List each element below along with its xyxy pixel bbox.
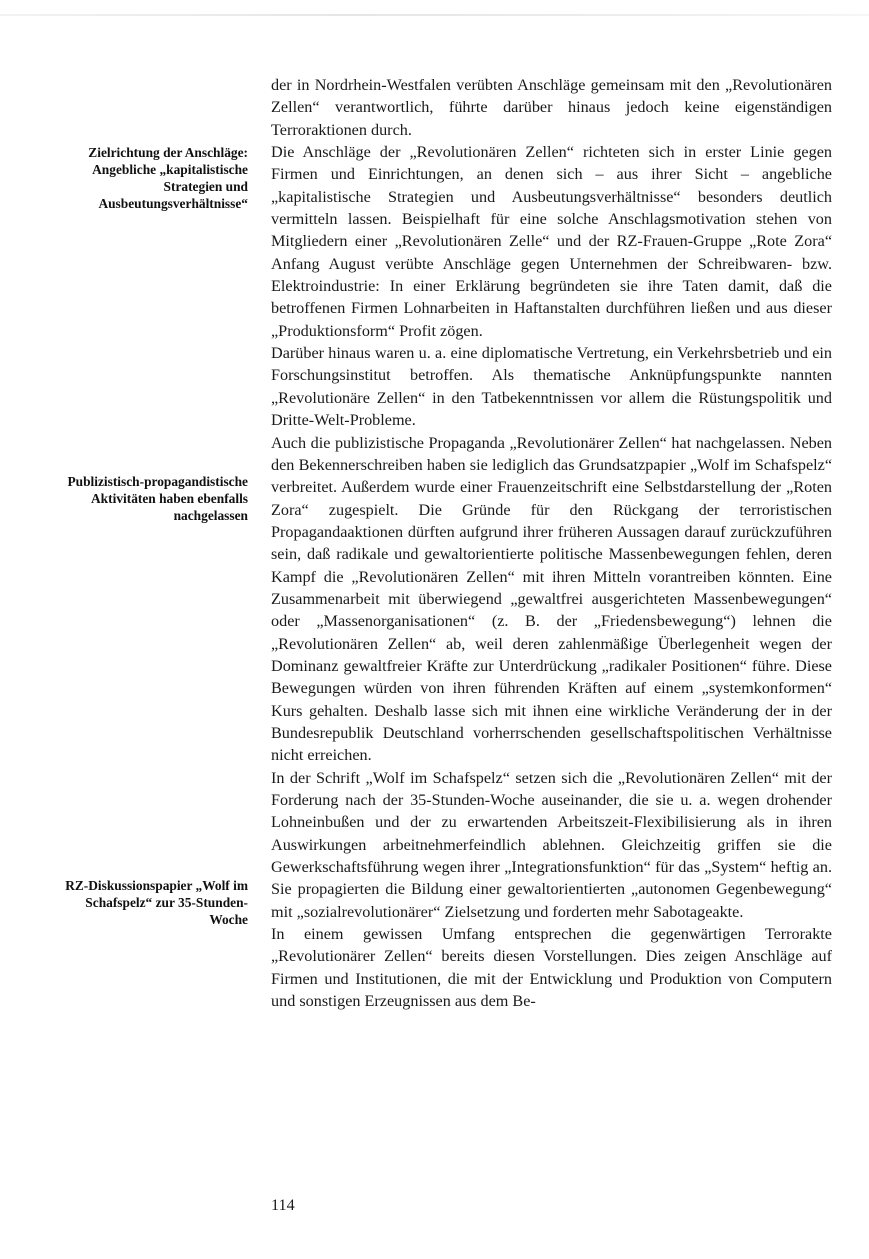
paragraph: Darüber hinaus waren u. a. eine diplomatische Vertretung, ein Verkehrsbetrieb und ein Forschungsinstitut betroffen. Als thematische Anknüpfungspunkte nannten „Revolutionäre Zellen“ in den Tatbekenntnissen vor allem die Rüstungspolitik und Dritte-Welt-Probleme.	[271, 344, 832, 430]
paragraph: Die Anschläge der „Revolutionären Zellen“ richteten sich in erster Linie gegen Firmen und Einrichtungen, an denen sich – aus ihrer Sicht – angebliche „kapitalistische Strategien und Ausbeutungsverhältnisse“ besonders deutlich vermitteln lassen. Beispielhaft für eine solche Anschlagsmotivation stehen von Mitgliedern einer „Revolutionären Zelle“ und der RZ-Frauen-Gruppe „Rote Zora“ Anfang August verübte Anschläge gegen Unternehmen der Schreibwaren- bzw. Elektroindustrie: In einer Erklärung begründeten sie ihre Taten damit, daß die betroffenen Firmen Lohnarbeiten in Haftanstalten durchführen ließen und aus dieser „Produktionsform“ Profit zögen.	[271, 143, 832, 340]
margin-note-text: Zielrichtung der Anschläge: Angebliche „kapitalistische Strategien und Ausbeutungsverhältnisse“	[88, 145, 248, 211]
paragraph: der in Nordrhein-Westfalen verübten Anschläge gemeinsam mit den „Revolutionären Zellen“ verantwortlich, führte darüber hinaus jedoch keine eigenständigen Terroraktionen durch.	[271, 76, 832, 139]
margin-note-targets	[60, 144, 248, 212]
margin-note-text: RZ-Diskussionspapier „Wolf im Schafspelz“ zur 35-Stunden-Woche	[65, 878, 248, 927]
paragraph: Auch die publizistische Propaganda „Revolutionärer Zellen“ hat nachgelassen. Neben den Bekennerschreiben haben sie lediglich das Grundsatzpapier „Wolf im Schafspelz“ verbreitet. Außerdem wurde einer Frauenzeitschrift eine Selbstdarstellung der „Roten Zora“ zugespielt. Die Gründe für den Rückgang der terroristischen Propagandaaktionen dürften aufgrund ihrer früheren Aussagen darauf zurückzuführen sein, daß radikale und gewaltorientierte politische Massenbewegungen fehlen, deren Kampf die „Revolutionären Zellen“ mit ihren Mitteln vorantreiben könnten. Eine Zusammenarbeit mit überwiegend „gewaltfrei ausgerichteten Massenbewegungen“ oder „Massenorganisationen“ (z. B. der „Friedensbewegung“) lehnen die „Revolutionären Zellen“ ab, weil deren zahlenmäßige Überlegenheit wegen der Dominanz gewaltfreier Kräfte zur Unterdrückung „radikaler Positionen“ führe. Diese Bewegungen würden von ihren führenden Kräften auf einem „systemkonformen“ Kurs gehalten. Deshalb lasse sich mit ihnen eine wirkliche Veränderung der in der Bundesrepublik Deutschland vorherrschenden gesellschaftspolitischen Verhältnisse nicht erreichen.	[271, 433, 832, 765]
margin-note-text: Publizistisch-propagandistische Aktivitäten haben ebenfalls nachgelassen	[67, 474, 248, 523]
margin-note-propaganda	[60, 473, 248, 524]
paragraph: In der Schrift „Wolf im Schafspelz“ setzen sich die „Revolutionären Zellen“ mit der Forderung nach der 35-Stunden-Woche auseinander, die sie u. a. wegen drohender Lohneinbußen und der zu erwartenden Arbeitszeit-Flexibilisierung als in ihren Auswirkungen arbeitnehmerfeindlich ablehnen. Gleichzeitig griffen sie die Gewerkschaftsführung wegen ihrer „Integrationsfunktion“ für das „System“ heftig an. Sie propagierten die Bildung einer gewaltorientierten „autonomen Gegenbewegung“ mit „sozialrevolutionärer“ Zielsetzung und forderten mehr Sabotageakte.	[271, 768, 832, 921]
page-number: 114	[271, 1196, 295, 1214]
main-text-column	[271, 74, 832, 1012]
paragraph: In einem gewissen Umfang entsprechen die gegenwärtigen Terrorakte „Revolutionärer Zellen“ bereits diesen Vorstellungen. Dies zeigen Anschläge auf Firmen und Institutionen, die mit der Entwicklung und Produktion von Computern und sonstigen Erzeugnissen aus dem Be-	[271, 925, 832, 1011]
top-scan-edge	[0, 14, 869, 16]
margin-note-discussion-paper	[60, 877, 248, 928]
